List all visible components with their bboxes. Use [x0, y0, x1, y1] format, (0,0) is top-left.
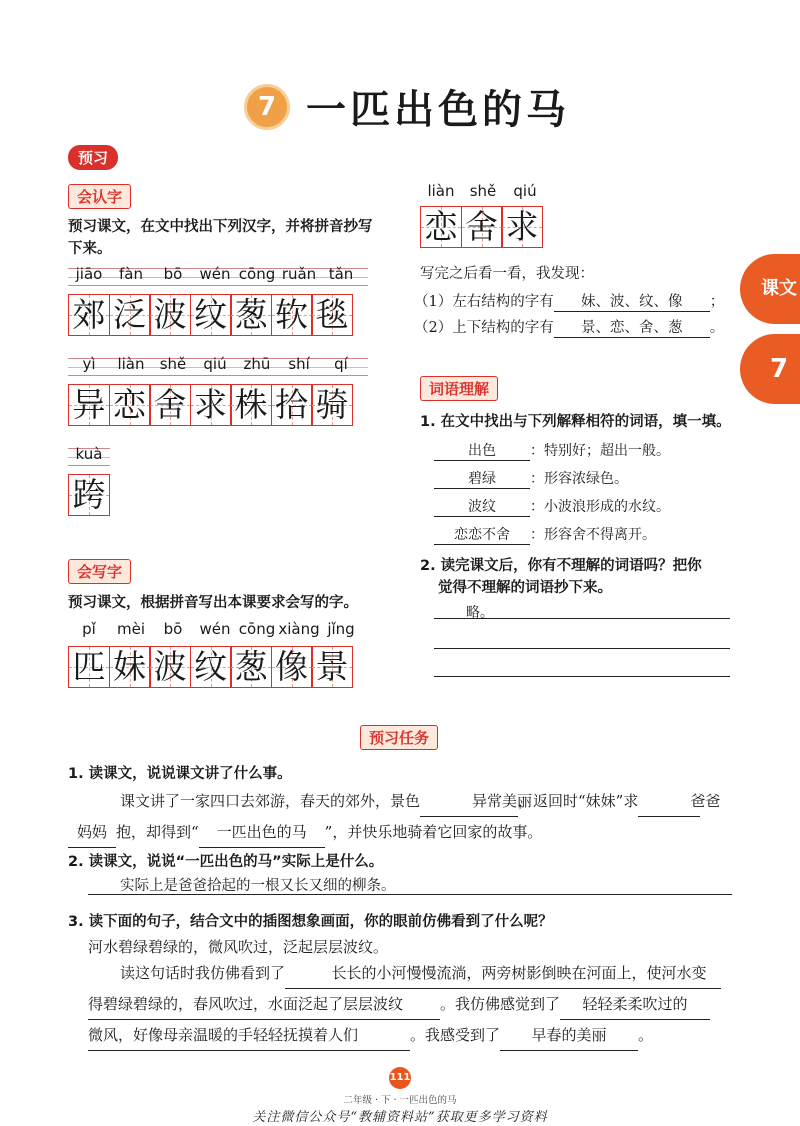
- vocab-question-2: 2. 读完课文后，你有不理解的词语吗？把你: [420, 558, 702, 574]
- pinyin: pǐ: [82, 620, 96, 638]
- char-cell: 纹: [190, 294, 232, 336]
- write-instruction: 预习课文，根据拼音写出本课要求会写的字。: [68, 595, 358, 611]
- char-cell: 骑: [311, 384, 353, 426]
- char-cell: 软: [271, 294, 313, 336]
- char-cell: 葱: [230, 646, 272, 688]
- pinyin: ruǎn: [281, 265, 317, 283]
- structure-item-2: （2）上下结构的字有 景、恋、舍、葱 。: [414, 316, 724, 338]
- pinyin: qiú: [513, 182, 537, 200]
- task-answer-1: 课文讲了一家四口去郊游，春天的郊外，景色 异常美丽，返回时“妹妹”求 爸爸 妈妈 抱，却得到“ 一匹出色的马 ”，并快乐地骑着它回家的故事。: [68, 786, 732, 848]
- task-question-1: 1. 读课文，说说课文讲了什么事。: [68, 766, 292, 782]
- page-title: 一匹出色的马: [306, 87, 570, 133]
- char-cell: 郊: [68, 294, 110, 336]
- vocab-pair: 碧绿 ：形容浓绿色。: [434, 468, 628, 489]
- char-cell: 舍: [149, 384, 191, 426]
- char-cell: 波: [149, 294, 191, 336]
- recognize-instruction: 预习课文，在文中找出下列汉字，并将拼音抄写下来。: [68, 219, 373, 257]
- pinyin: jiāo: [75, 265, 103, 283]
- char-cell: 纹: [190, 646, 232, 688]
- pinyin: shě: [159, 355, 187, 373]
- char-cell: 舍: [461, 206, 503, 248]
- pinyin: yì: [82, 355, 96, 373]
- char-cell: 异: [68, 384, 110, 426]
- answer-line: [434, 676, 730, 677]
- pinyin: fàn: [119, 265, 143, 283]
- vocab-question-1: 1. 在文中找出与下列解释相符的词语，填一填。: [420, 414, 731, 430]
- discover-text: 写完之后看一看，我发现：: [420, 266, 594, 282]
- pinyin: xiàng: [278, 620, 320, 638]
- answer-line: [434, 618, 730, 619]
- footer-promo: 关注微信公众号“教辅资料站”获取更多学习资料: [252, 1110, 548, 1125]
- answer-line: [434, 648, 730, 649]
- page-number: 111: [389, 1067, 411, 1089]
- task-answer-3: 读这句话时我仿佛看到了 长长的小河慢慢流淌，两旁树影倒映在河面上，使河水变 得碧绿碧绿的，春风吹过，水面泛起了层层波纹 。我仿佛感觉到了 轻轻柔柔吹过的 微风，好像母亲温暖的手轻轻抚摸着人们 。我感受到了 早春的美丽 。: [88, 958, 736, 1051]
- pinyin: bō: [163, 620, 183, 638]
- vocab-tag: 词语理解: [420, 376, 498, 401]
- pinyin: bō: [163, 265, 183, 283]
- vocab-question-2-cont: 觉得不理解的词语抄下来。: [438, 580, 612, 596]
- pinyin: mèi: [116, 620, 145, 638]
- pinyin: shě: [469, 182, 497, 200]
- pinyin: zhū: [243, 355, 271, 373]
- task-quote: 河水碧绿碧绿的，微风吹过，泛起层层波纹。: [88, 938, 389, 956]
- char-cell: 景: [311, 646, 353, 688]
- pinyin: tǎn: [328, 265, 354, 283]
- pinyin: wén: [199, 265, 231, 283]
- char-cell: 跨: [68, 474, 110, 516]
- pinyin: liàn: [427, 182, 455, 200]
- char-cell: 株: [230, 384, 272, 426]
- char-cell: 匹: [68, 646, 110, 688]
- answer-line: [88, 894, 732, 895]
- footer-caption: 二年级 · 下 · 一匹出色的马: [343, 1095, 457, 1106]
- write-grid: [68, 620, 362, 688]
- side-tab-lesson: 课文: [740, 254, 800, 324]
- pinyin: cōng: [238, 620, 276, 638]
- task-question-3: 3. 读下面的句子，结合文中的插图想象画面，你的眼前仿佛看到了什么呢？: [68, 914, 553, 930]
- pinyin: liàn: [117, 355, 145, 373]
- vocab-pair: 恋恋不舍 ：形容舍不得离开。: [434, 524, 656, 545]
- recognize-tag: 会认字: [68, 184, 131, 209]
- char-cell: 葱: [230, 294, 272, 336]
- task-tag: 预习任务: [360, 725, 438, 750]
- side-tab-number: 7: [740, 334, 800, 404]
- answer-blank: 妹、波、纹、像: [554, 290, 710, 312]
- right-write-grid: [420, 182, 546, 248]
- char-cell: 毯: [311, 294, 353, 336]
- char-cell: 求: [190, 384, 232, 426]
- lesson-number-badge: 7: [244, 84, 290, 130]
- recognize-row-3: [68, 445, 110, 516]
- char-cell: 求: [501, 206, 543, 248]
- char-cell: 恋: [109, 384, 151, 426]
- char-cell: 波: [149, 646, 191, 688]
- pinyin: wén: [199, 620, 231, 638]
- answer-blank: 景、恋、舍、葱: [554, 316, 710, 338]
- char-cell: 妹: [109, 646, 151, 688]
- char-cell: 拾: [271, 384, 313, 426]
- write-tag: 会写字: [68, 559, 131, 584]
- vocab-pair: 出色 ：特别好；超出一般。: [434, 440, 670, 461]
- char-cell: 像: [271, 646, 313, 688]
- pinyin: qiú: [203, 355, 227, 373]
- task-answer-2: 实际上是爸爸拾起的一根又长又细的柳条。: [120, 878, 396, 894]
- pinyin: kuà: [75, 445, 103, 463]
- recognize-row-1: [68, 265, 368, 336]
- pinyin: cōng: [238, 265, 276, 283]
- structure-item-1: （1）左右结构的字有 妹、波、纹、像 ；: [414, 290, 724, 312]
- vocab-answer: 略。: [466, 605, 494, 621]
- char-cell: 泛: [109, 294, 151, 336]
- char-cell: 恋: [420, 206, 462, 248]
- pinyin: shí: [288, 355, 310, 373]
- pinyin: jǐng: [327, 620, 355, 638]
- pinyin: qí: [334, 355, 348, 373]
- task-question-2: 2. 读课文，说说“一匹出色的马”实际上是什么。: [68, 854, 384, 870]
- recognize-row-2: [68, 355, 368, 426]
- preview-tag: 预习: [68, 145, 118, 170]
- vocab-pair: 波纹 ：小波浪形成的水纹。: [434, 496, 670, 517]
